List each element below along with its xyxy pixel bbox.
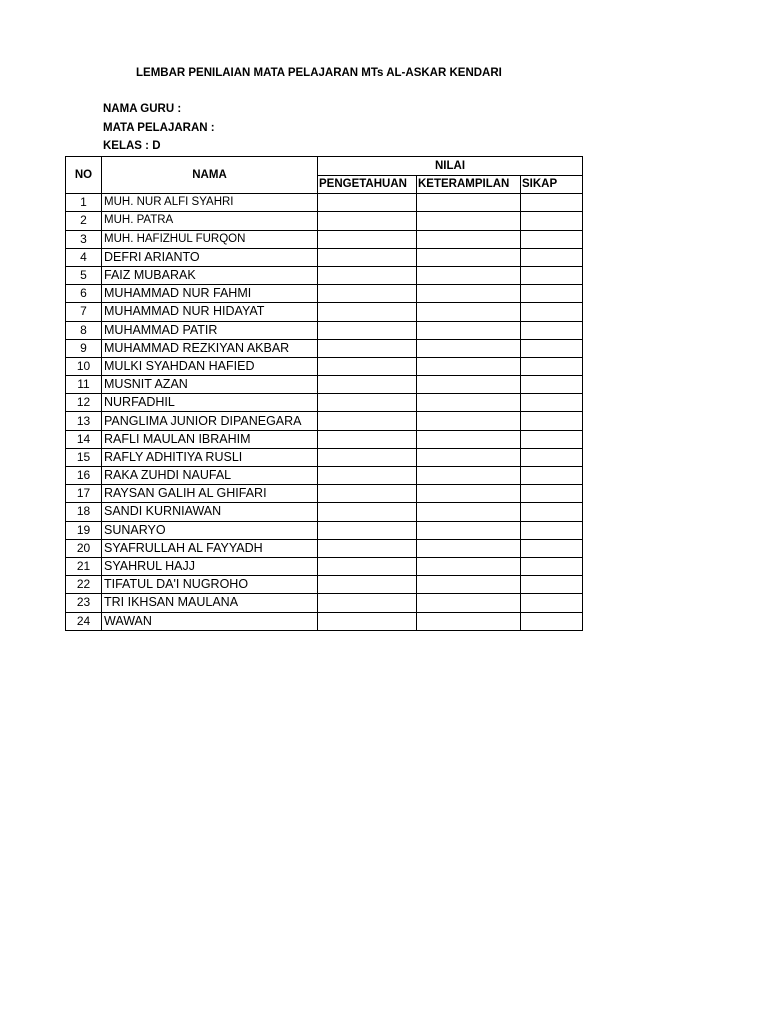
pengetahuan-cell[interactable]	[318, 394, 417, 412]
pengetahuan-cell[interactable]	[318, 594, 417, 612]
header-nama: NAMA	[102, 157, 318, 194]
pengetahuan-cell[interactable]	[318, 521, 417, 539]
student-name: MUH. NUR ALFI SYAHRI	[102, 194, 318, 212]
table-row	[66, 266, 583, 284]
student-name: FAIZ MUBARAK	[102, 266, 318, 284]
sikap-cell[interactable]	[521, 303, 583, 321]
row-number: 23	[66, 594, 102, 612]
pengetahuan-cell[interactable]	[318, 248, 417, 266]
keterampilan-cell[interactable]	[417, 357, 521, 375]
keterampilan-cell[interactable]	[417, 467, 521, 485]
student-name: SYAHRUL HAJJ	[102, 557, 318, 575]
keterampilan-cell[interactable]	[417, 339, 521, 357]
student-name: RAFLY ADHITIYA RUSLI	[102, 448, 318, 466]
sikap-cell[interactable]	[521, 594, 583, 612]
table-row	[66, 212, 583, 230]
row-number: 4	[66, 248, 102, 266]
row-number: 2	[66, 212, 102, 230]
student-name: MUHAMMAD PATIR	[102, 321, 318, 339]
row-number: 11	[66, 376, 102, 394]
table-row	[66, 430, 583, 448]
pengetahuan-cell[interactable]	[318, 485, 417, 503]
sikap-cell[interactable]	[521, 612, 583, 630]
row-number: 7	[66, 303, 102, 321]
student-name: NURFADHIL	[102, 394, 318, 412]
pengetahuan-cell[interactable]	[318, 557, 417, 575]
row-number: 6	[66, 285, 102, 303]
header-keterampilan: KETERAMPILAN	[417, 176, 521, 194]
header-pengetahuan: PENGETAHUAN	[318, 176, 417, 194]
header-sikap: SIKAP	[521, 176, 583, 194]
student-name: RAYSAN GALIH AL GHIFARI	[102, 485, 318, 503]
pengetahuan-cell[interactable]	[318, 467, 417, 485]
header-nilai: NILAI	[318, 157, 583, 176]
sikap-cell[interactable]	[521, 212, 583, 230]
pengetahuan-cell[interactable]	[318, 612, 417, 630]
pengetahuan-cell[interactable]	[318, 576, 417, 594]
class-label: KELAS : D	[103, 140, 161, 152]
row-number: 1	[66, 194, 102, 212]
row-number: 17	[66, 485, 102, 503]
row-number: 19	[66, 521, 102, 539]
student-name: MUH. HAFIZHUL FURQON	[102, 230, 318, 248]
table-row	[66, 194, 583, 212]
student-name: SANDI KURNIAWAN	[102, 503, 318, 521]
keterampilan-cell[interactable]	[417, 394, 521, 412]
table-row	[66, 285, 583, 303]
sikap-cell[interactable]	[521, 467, 583, 485]
sikap-cell[interactable]	[521, 339, 583, 357]
keterampilan-cell[interactable]	[417, 503, 521, 521]
sikap-cell[interactable]	[521, 412, 583, 430]
sikap-cell[interactable]	[521, 376, 583, 394]
table-row	[66, 557, 583, 575]
student-name: WAWAN	[102, 612, 318, 630]
student-name: SYAFRULLAH AL FAYYADH	[102, 539, 318, 557]
sikap-cell[interactable]	[521, 539, 583, 557]
student-name: MULKI SYAHDAN HAFIED	[102, 357, 318, 375]
keterampilan-cell[interactable]	[417, 248, 521, 266]
document-title: LEMBAR PENILAIAN MATA PELAJARAN MTs AL-ASKAR KENDARI	[136, 67, 502, 79]
table-row	[66, 467, 583, 485]
row-number: 10	[66, 357, 102, 375]
pengetahuan-cell[interactable]	[318, 339, 417, 357]
pengetahuan-cell[interactable]	[318, 357, 417, 375]
pengetahuan-cell[interactable]	[318, 194, 417, 212]
subject-label: MATA PELAJARAN :	[103, 122, 215, 134]
student-name: PANGLIMA JUNIOR DIPANEGARA	[102, 412, 318, 430]
sikap-cell[interactable]	[521, 394, 583, 412]
keterampilan-cell[interactable]	[417, 539, 521, 557]
sikap-cell[interactable]	[521, 503, 583, 521]
table-row	[66, 485, 583, 503]
row-number: 13	[66, 412, 102, 430]
keterampilan-cell[interactable]	[417, 266, 521, 284]
row-number: 5	[66, 266, 102, 284]
pengetahuan-cell[interactable]	[318, 230, 417, 248]
table-row	[66, 594, 583, 612]
pengetahuan-cell[interactable]	[318, 285, 417, 303]
table-row	[66, 612, 583, 630]
pengetahuan-cell[interactable]	[318, 503, 417, 521]
sikap-cell[interactable]	[521, 521, 583, 539]
student-name: MUH. PATRA	[102, 212, 318, 230]
keterampilan-cell[interactable]	[417, 285, 521, 303]
table-row	[66, 503, 583, 521]
row-number: 24	[66, 612, 102, 630]
table-row	[66, 357, 583, 375]
student-name: SUNARYO	[102, 521, 318, 539]
student-name: RAKA ZUHDI NAUFAL	[102, 467, 318, 485]
sikap-cell[interactable]	[521, 230, 583, 248]
teacher-name-label: NAMA GURU :	[103, 103, 182, 115]
sikap-cell[interactable]	[521, 448, 583, 466]
keterampilan-cell[interactable]	[417, 557, 521, 575]
table-row	[66, 576, 583, 594]
table-row	[66, 303, 583, 321]
pengetahuan-cell[interactable]	[318, 412, 417, 430]
sikap-cell[interactable]	[521, 285, 583, 303]
grading-table	[65, 156, 583, 631]
sikap-cell[interactable]	[521, 321, 583, 339]
pengetahuan-cell[interactable]	[318, 539, 417, 557]
row-number: 8	[66, 321, 102, 339]
sikap-cell[interactable]	[521, 194, 583, 212]
row-number: 18	[66, 503, 102, 521]
header-no: NO	[66, 157, 102, 194]
row-number: 20	[66, 539, 102, 557]
table-row	[66, 248, 583, 266]
keterampilan-cell[interactable]	[417, 612, 521, 630]
student-name: MUSNIT AZAN	[102, 376, 318, 394]
table-row	[66, 394, 583, 412]
keterampilan-cell[interactable]	[417, 376, 521, 394]
table-row	[66, 539, 583, 557]
student-name: TIFATUL DA'I NUGROHO	[102, 576, 318, 594]
row-number: 22	[66, 576, 102, 594]
table-row	[66, 412, 583, 430]
sikap-cell[interactable]	[521, 266, 583, 284]
keterampilan-cell[interactable]	[417, 521, 521, 539]
sikap-cell[interactable]	[521, 576, 583, 594]
keterampilan-cell[interactable]	[417, 321, 521, 339]
table-row	[66, 376, 583, 394]
sikap-cell[interactable]	[521, 248, 583, 266]
row-number: 15	[66, 448, 102, 466]
row-number: 12	[66, 394, 102, 412]
student-name: MUHAMMAD REZKIYAN AKBAR	[102, 339, 318, 357]
sikap-cell[interactable]	[521, 485, 583, 503]
pengetahuan-cell[interactable]	[318, 303, 417, 321]
keterampilan-cell[interactable]	[417, 448, 521, 466]
table-row	[66, 521, 583, 539]
table-row	[66, 230, 583, 248]
table-row	[66, 321, 583, 339]
pengetahuan-cell[interactable]	[318, 376, 417, 394]
sikap-cell[interactable]	[521, 557, 583, 575]
student-name: MUHAMMAD NUR FAHMI	[102, 285, 318, 303]
keterampilan-cell[interactable]	[417, 303, 521, 321]
row-number: 3	[66, 230, 102, 248]
pengetahuan-cell[interactable]	[318, 266, 417, 284]
row-number: 16	[66, 467, 102, 485]
row-number: 9	[66, 339, 102, 357]
pengetahuan-cell[interactable]	[318, 212, 417, 230]
student-name: TRI IKHSAN MAULANA	[102, 594, 318, 612]
student-name: RAFLI MAULAN IBRAHIM	[102, 430, 318, 448]
keterampilan-cell[interactable]	[417, 212, 521, 230]
keterampilan-cell[interactable]	[417, 430, 521, 448]
keterampilan-cell[interactable]	[417, 594, 521, 612]
row-number: 21	[66, 557, 102, 575]
student-name: MUHAMMAD NUR HIDAYAT	[102, 303, 318, 321]
keterampilan-cell[interactable]	[417, 412, 521, 430]
keterampilan-cell[interactable]	[417, 194, 521, 212]
keterampilan-cell[interactable]	[417, 230, 521, 248]
pengetahuan-cell[interactable]	[318, 430, 417, 448]
keterampilan-cell[interactable]	[417, 576, 521, 594]
pengetahuan-cell[interactable]	[318, 448, 417, 466]
sikap-cell[interactable]	[521, 430, 583, 448]
table-row	[66, 339, 583, 357]
table-row	[66, 448, 583, 466]
row-number: 14	[66, 430, 102, 448]
keterampilan-cell[interactable]	[417, 485, 521, 503]
pengetahuan-cell[interactable]	[318, 321, 417, 339]
sikap-cell[interactable]	[521, 357, 583, 375]
student-name: DEFRI ARIANTO	[102, 248, 318, 266]
